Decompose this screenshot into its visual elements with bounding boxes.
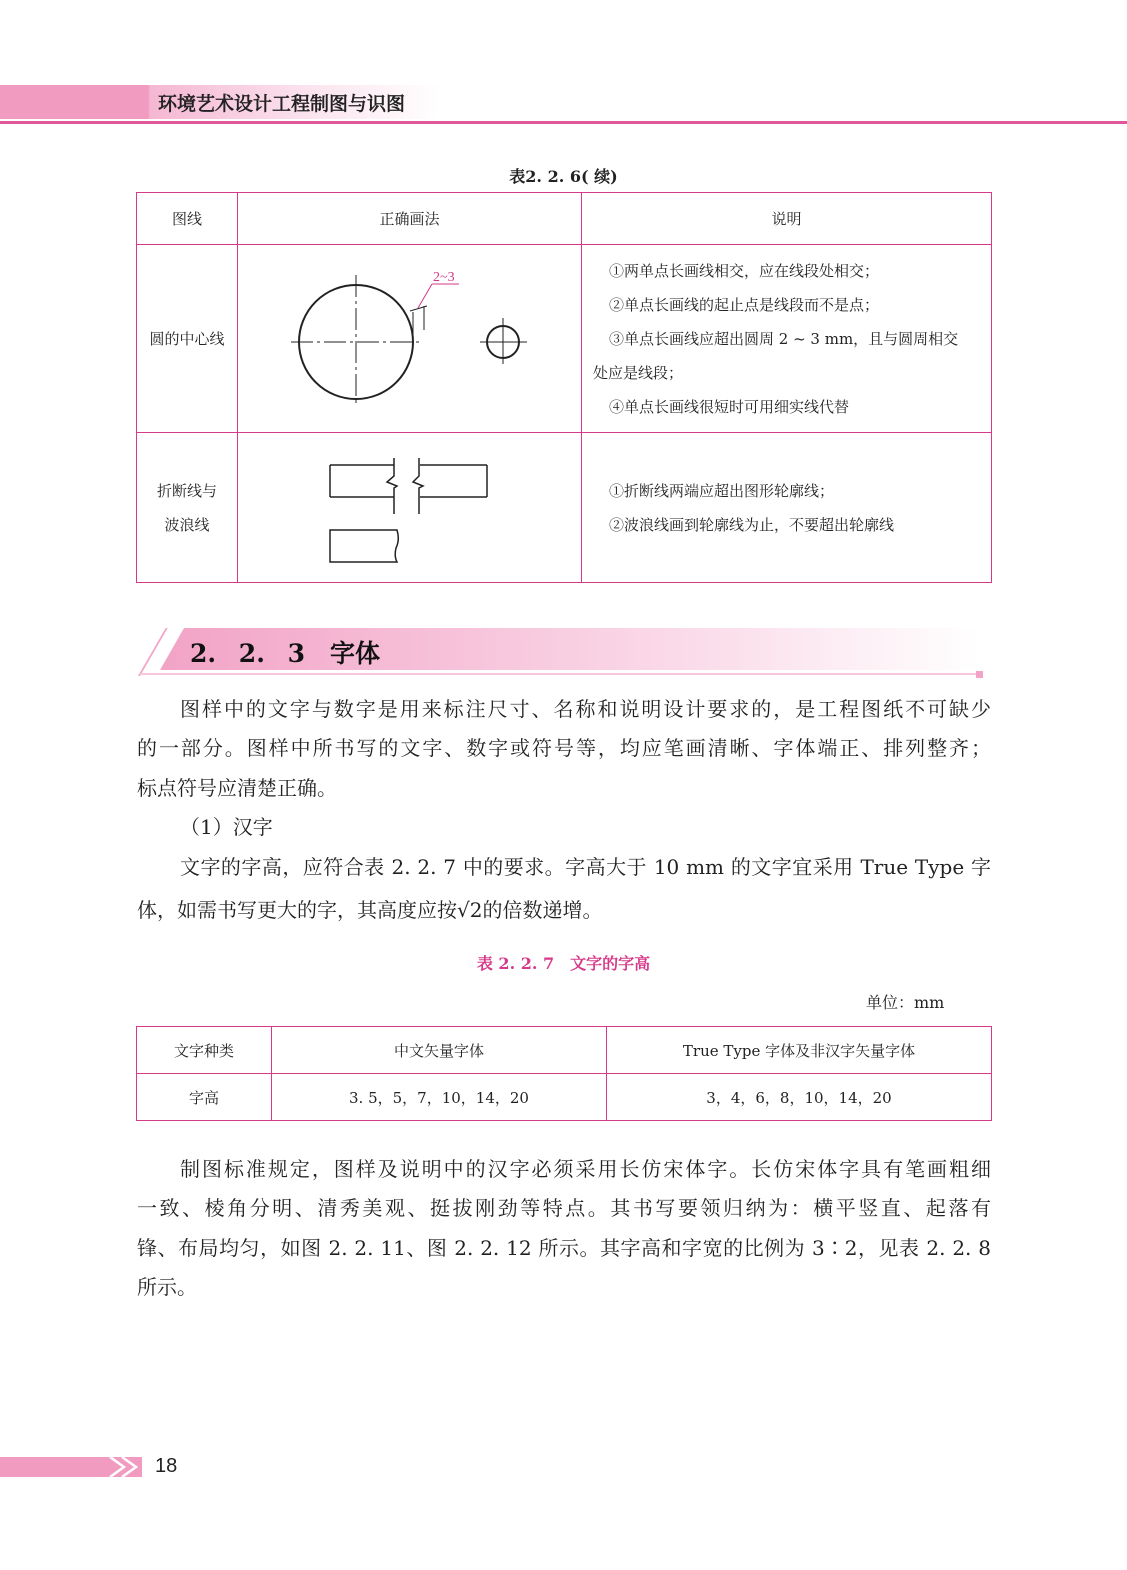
para-line: 文字的字高，应符合表 2. 2. 7 中的要求。字高大于 10 mm 的文字宜采用 True Type 字 [180, 855, 991, 879]
label-line: 折断线与 [156, 481, 217, 500]
break-line-notes [582, 433, 992, 583]
th-line: 图线 [137, 193, 238, 245]
note: ③单点长画线应超出圆周 2 ~ 3 mm，且与圆周相交 [609, 330, 959, 348]
break-line-right [413, 458, 487, 514]
note: ①两单点长画线相交，应在线段处相交； [609, 262, 880, 280]
note: 处应是线段； [593, 364, 684, 382]
header-rule [0, 121, 1127, 124]
note: ②波浪线画到轮廓线为止，不要超出轮廓线 [609, 516, 895, 534]
technical-drawings [237, 244, 581, 582]
unit-label: 单位：mm [866, 993, 945, 1012]
note: ①折断线两端应超出图形轮廓线； [609, 482, 835, 500]
para-line: 标点符号应清楚正确。 [137, 776, 337, 800]
para-line: 体，如需书写更大的字，其高度应按√2的倍数递增。 [137, 898, 603, 922]
note: ④单点长画线很短时可用细实线代替 [609, 398, 850, 416]
th-cn-vector: 中文矢量字体 [272, 1027, 607, 1074]
cell-label: 字高 [137, 1074, 272, 1121]
subheading: （1）汉字 [180, 815, 273, 839]
book-title: 环境艺术设计工程制图与识图 [158, 93, 406, 115]
page-number: 18 [155, 1455, 178, 1477]
char-height-table [136, 1026, 992, 1121]
break-line-left [330, 458, 397, 514]
cell-cn-values: 3. 5，5，7，10，14，20 [272, 1074, 607, 1121]
para-line: 一致、棱角分明、清秀美观、挺拔刚劲等特点。其书写要领归纳为：横平竖直、起落有 [137, 1196, 991, 1220]
para-line: 锋、布局均匀，如图 2. 2. 11、图 2. 2. 12 所示。其字高和字宽的比例为 3∶2，见表 2. 2. 8 [137, 1236, 991, 1260]
note: ②单点长画线的起止点是线段而不是点； [609, 296, 880, 314]
th-truetype: True Type 字体及非汉字矢量字体 [607, 1027, 992, 1074]
row-break-line [137, 433, 238, 583]
wave-line-rect [330, 530, 398, 562]
table1-caption: 表2. 2. 6( 续) [509, 167, 618, 186]
row-center-line: 圆的中心线 [137, 245, 238, 433]
th-desc: 说明 [582, 193, 992, 245]
section-dot [976, 671, 983, 678]
table2-caption: 表 2. 2. 7 文字的字高 [476, 954, 651, 973]
section-rule [140, 673, 980, 675]
section-title: 2. 2. 3 字体 [190, 639, 380, 668]
para-line: 制图标准规定，图样及说明中的汉字必须采用长仿宋体字。长仿宋体字具有笔画粗细 [180, 1157, 991, 1181]
th-type: 文字种类 [137, 1027, 272, 1074]
label-line: 波浪线 [164, 515, 210, 534]
chevron-icon [108, 1457, 142, 1477]
para-line: 所示。 [137, 1275, 197, 1299]
para-line: 图样中的文字与数字是用来标注尺寸、名称和说明设计要求的，是工程图纸不可缺少 [180, 697, 991, 721]
th-correct: 正确画法 [238, 193, 582, 245]
dim-label: 2~3 [433, 270, 455, 285]
para-line: 的一部分。图样中所书写的文字、数字或符号等，均应笔画清晰、字体端正、排列整齐； [137, 736, 991, 760]
cell-tt-values: 3，4，6，8，10，14，20 [607, 1074, 992, 1121]
